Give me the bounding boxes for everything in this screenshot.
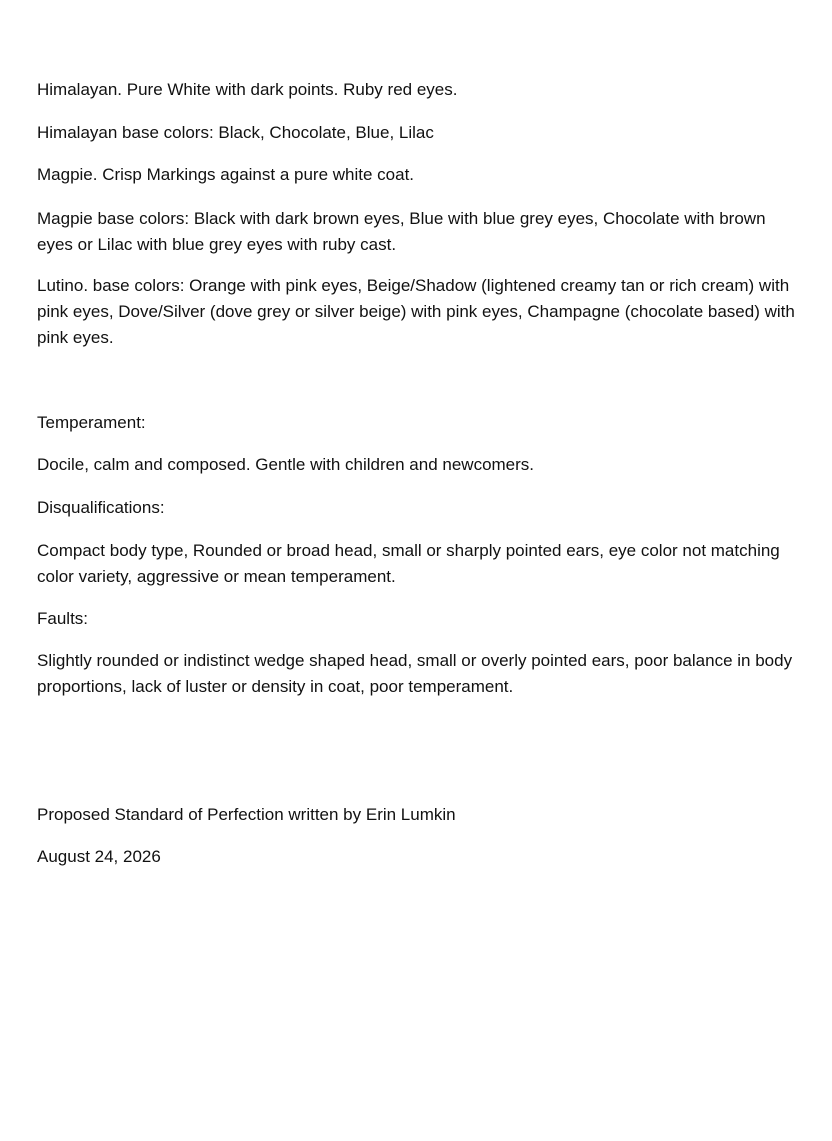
himalayan-base-colors: Himalayan base colors: Black, Chocolate, Blue, Lilac [37,123,434,142]
faults-heading: Faults: [37,609,89,628]
lutino-base-colors: Lutino. base colors: Orange with pink eyes, Beige/Shadow (lightened creamy tan or rich cream) with pink eyes, Dove/Silver (dove grey or silver beige) with pink eyes, Champagne (chocolate based) with pink eyes. [37,276,795,347]
disqualifications-heading: Disqualifications: [37,498,165,517]
magpie-description: Magpie. Crisp Markings against a pure white coat. [37,165,415,184]
himalayan-description: Himalayan. Pure White with dark points. Ruby red eyes. [37,80,458,99]
document-date: August 24, 2026 [37,847,161,866]
temperament-heading: Temperament: [37,413,146,432]
magpie-base-colors: Magpie base colors: Black with dark brown eyes, Blue with blue grey eyes, Chocolate with brown eyes or Lilac with blue grey eyes with ruby cast. [37,209,766,254]
disqualifications-text: Compact body type, Rounded or broad head, small or sharply pointed ears, eye color not matching color variety, aggressive or mean temperament. [37,541,780,586]
temperament-text: Docile, calm and composed. Gentle with children and newcomers. [37,455,535,474]
author-line: Proposed Standard of Perfection written by Erin Lumkin [37,805,456,824]
faults-text: Slightly rounded or indistinct wedge shaped head, small or overly pointed ears, poor balance in body proportions, lack of luster or density in coat, poor temperament. [37,651,793,696]
